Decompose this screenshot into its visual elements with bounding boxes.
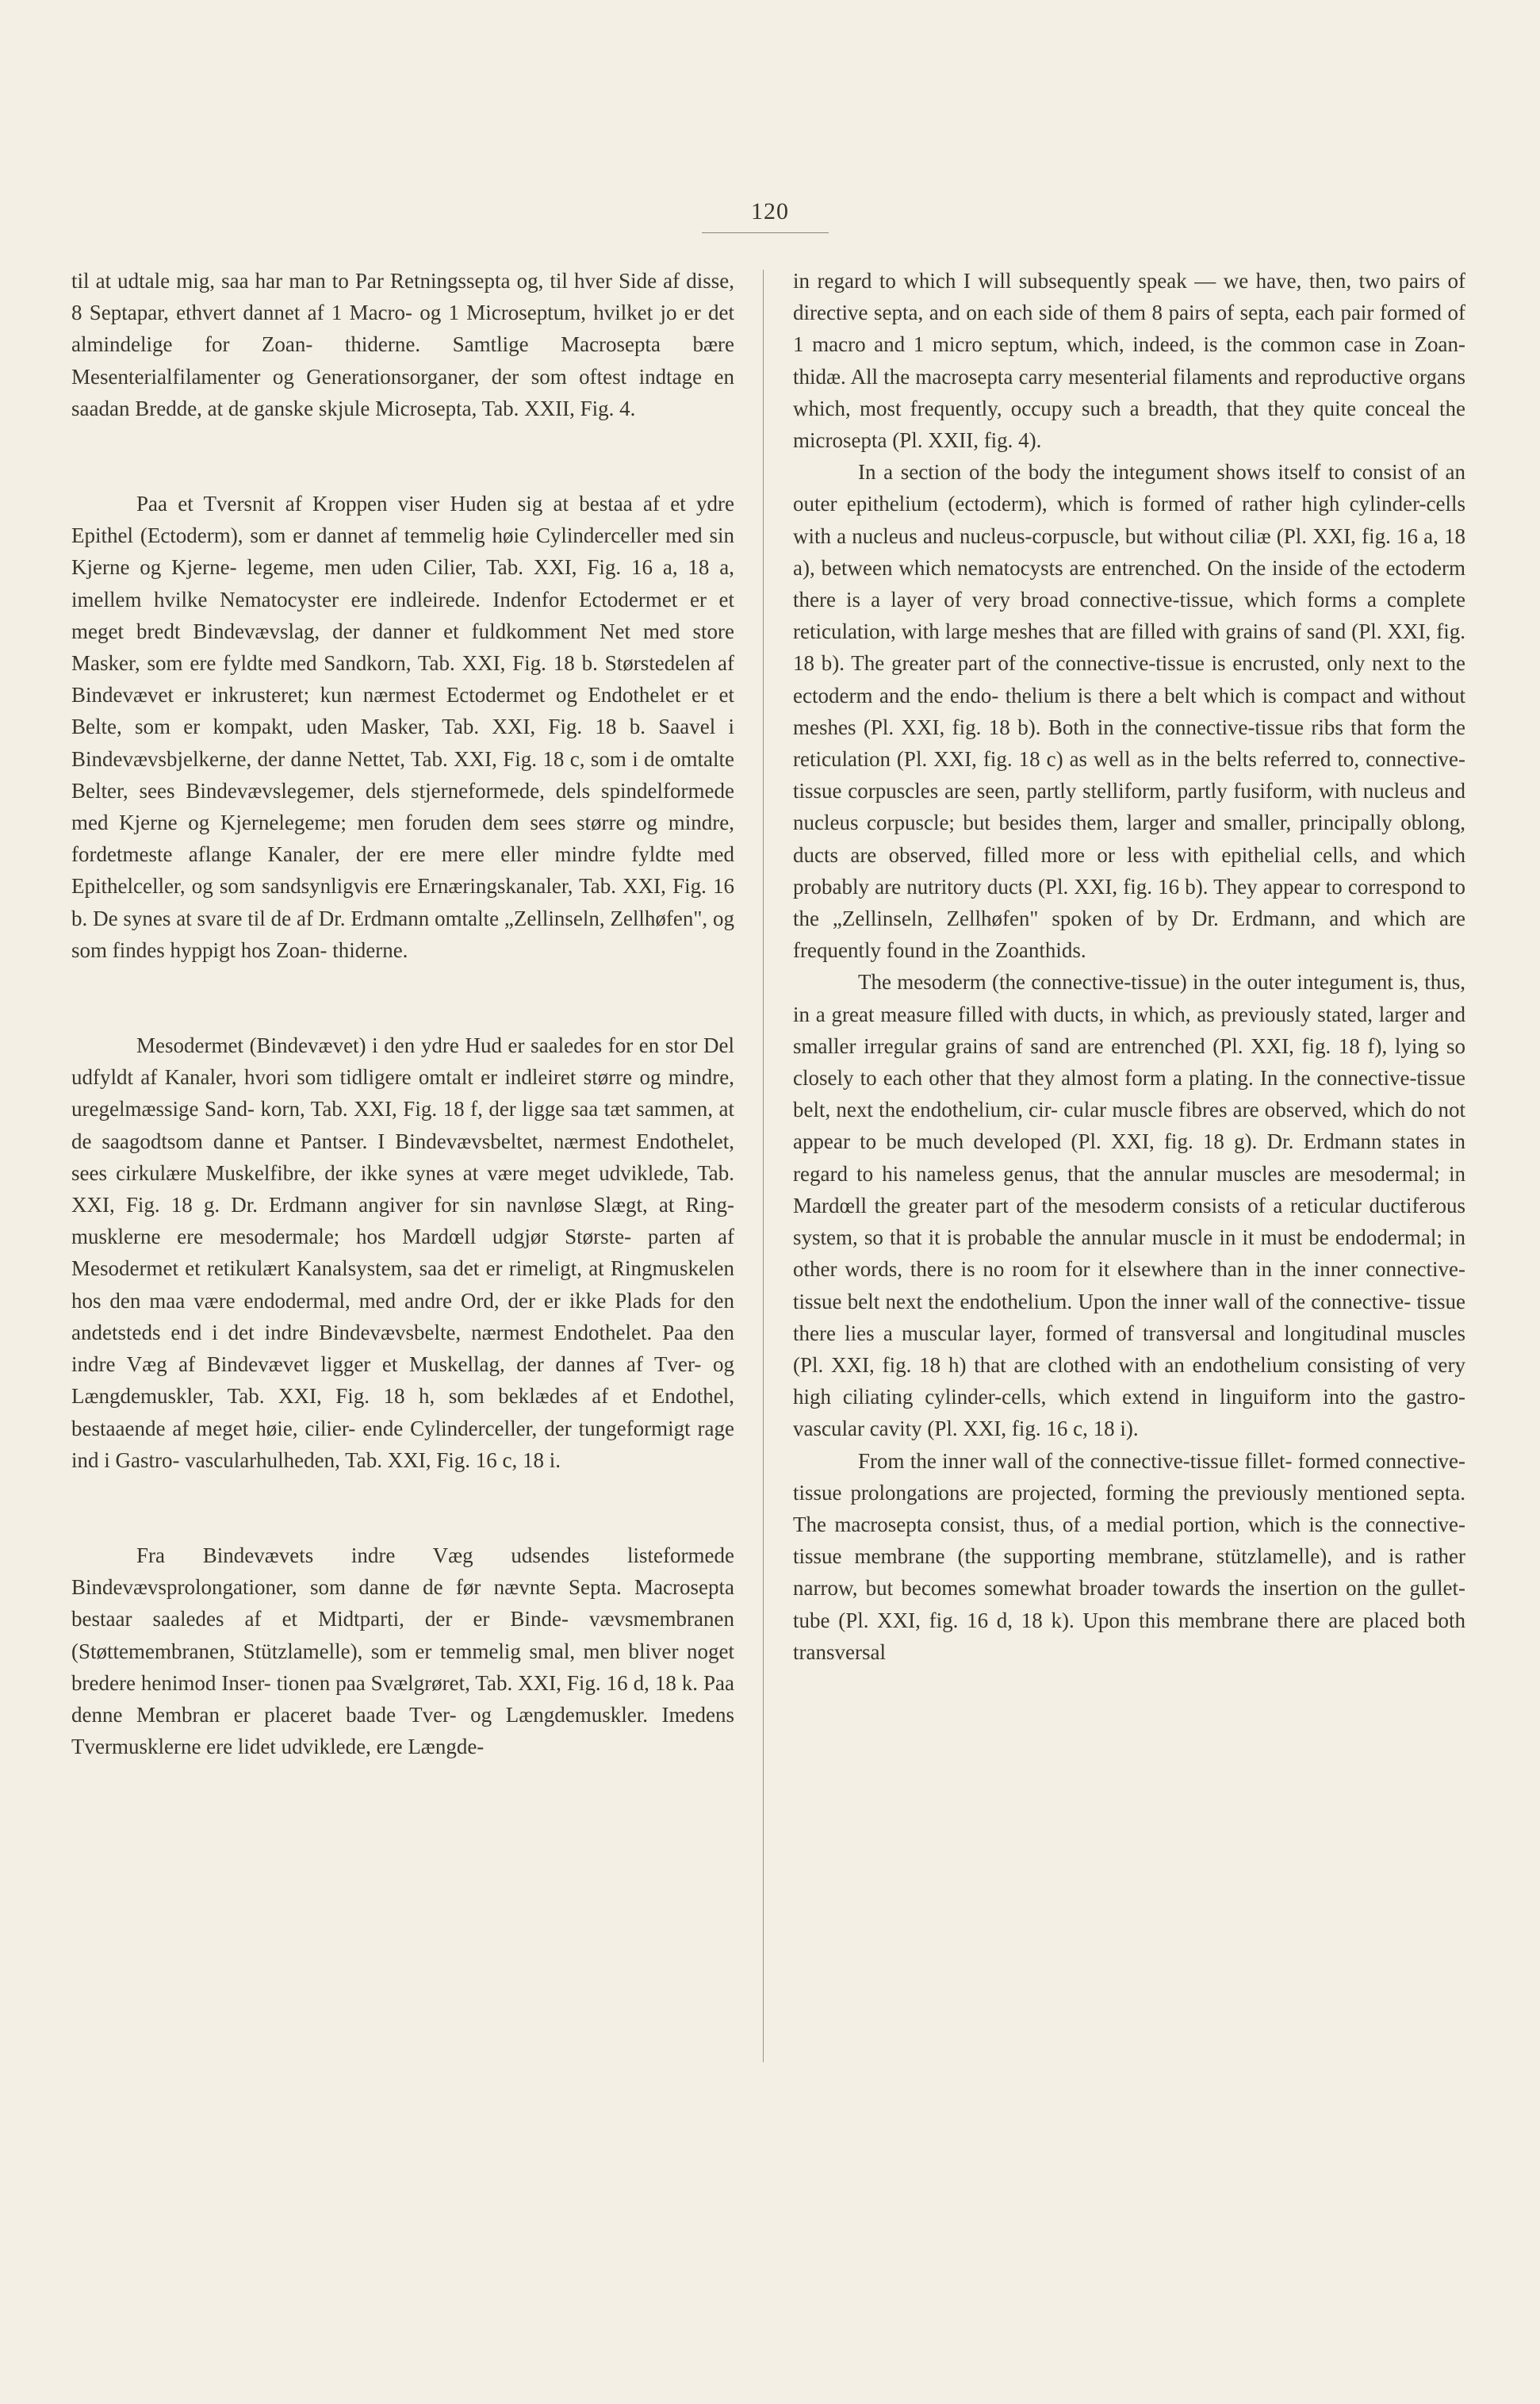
danish-paragraph-1: til at udtale mig, saa har man to Par Retningssepta og, til hver Side af disse, 8 Septapar, ethvert dannet af 1 Macro- og 1 Microseptum, hvilket jo er det almindelige for Zoan- thiderne. Samtlige Macrosepta bære Mesenterialfilamenter og Generationsorganer, der som oftest indtage en saadan Bredde, at de ganske skjule Microsepta, Tab. XXII, Fig. 4.: [71, 269, 734, 420]
english-paragraph-3: The mesoderm (the connective-tissue) in the outer integument is, thus, in a great measure filled with ducts, in which, as previously stated, larger and smaller irregular grains of sand are entrenched (Pl. XXI, fig. 18 f), lying so closely to each other that they almost form a plating. In the connective-tissue belt, next the endothelium, cir- cular muscle fibres are observed, which do not appear to be much developed (Pl. XXI, fig. 18 g). Dr. Erdmann states in regard to his nameless genus, that the annular muscles are mesodermal; in Mardœll the greater part of the mesoderm consists of a reticular ductiferous system, so that it is probable the annular muscle in it must be endodermal; in other words, there is no room for it elsewhere than in the inner connective-tissue belt next the endothelium. Upon the inner wall of the connective- tissue there lies a muscular layer, formed of transversal and longitudinal muscles (Pl. XXI, fig. 18 h) that are clothed with an endothelium consisting of very high ciliating cylinder-cells, which extend in linguiform into the gastro- vascular cavity (Pl. XXI, fig. 16 c, 18 i).: [793, 970, 1465, 1441]
page-number-rule: [702, 232, 829, 233]
danish-paragraph-4: Fra Bindevævets indre Væg udsendes listeformede Bindevævsprolongationer, som danne de før nævnte Septa. Macrosepta bestaar saaledes af et Midtparti, der er Binde- vævsmembranen (Støttemembranen, Stützlamelle), som er temmelig smal, men bliver noget bredere henimod Inser- tionen paa Svælgrøret, Tab. XXI, Fig. 16 d, 18 k. Paa denne Membran er placeret baade Tver- og Længdemuskler. Imedens Tvermusklerne ere lidet udviklede, ere Længde-: [71, 1543, 734, 1759]
danish-paragraph-2: Paa et Tversnit af Kroppen viser Huden sig at bestaa af et ydre Epithel (Ectoderm), som er dannet af temmelig høie Cylinderceller med sin Kjerne og Kjerne- legeme, men uden Cilier, Tab. XXI, Fig. 16 a, 18 a, imellem hvilke Nematocyster ere indleirede. Indenfor Ectodermet er et meget bredt Bindevævslag, der danner et fuldkomment Net med store Masker, som ere fyldte med Sandkorn, Tab. XXI, Fig. 18 b. Størstedelen af Bindevævet er inkrusteret; kun nærmest Ectodermet og Endothelet er et Belte, som er kompakt, uden Masker, Tab. XXI, Fig. 18 b. Saavel i Bindevævsbjelkerne, der danne Nettet, Tab. XXI, Fig. 18 c, som i de omtalte Belter, sees Bindevævslegemer, dels stjerneformede, dels spindelformede med Kjerne og Kjernelegeme; men foruden dem sees større og mindre, fordetmeste aflange Kanaler, der ere mere eller mindre fyldte med Epithelceller, og som sandsynligvis ere Ernæringskanaler, Tab. XXI, Fig. 16 b. De synes at svare til de af Dr. Erdmann omtalte „Zellinseln, Zellhøfen", og som findes hyppigt hos Zoan- thiderne.: [71, 492, 734, 962]
column-divider: [763, 270, 764, 2062]
english-paragraph-2: In a section of the body the integument shows itself to consist of an outer epithelium (ectoderm), which is formed of rather high cylinder-cells with a nucleus and nucleus-corpuscle, but without ciliæ (Pl. XXI, fig. 16 a, 18 a), between which nematocysts are entrenched. On the inside of the ectoderm there is a layer of very broad connective-tissue, which forms a complete reticulation, with large meshes that are filled with grains of sand (Pl. XXI, fig. 18 b). The greater part of the connective-tissue is encrusted, only next to the ectoderm and the endo- thelium is there a belt which is compact and without meshes (Pl. XXI, fig. 18 b). Both in the connective-tissue ribs that form the reticulation (Pl. XXI, fig. 18 c) as well as in the belts referred to, connective-tissue corpuscles are seen, partly stelliform, partly fusiform, with nucleus and nucleus corpuscle; but besides them, larger and smaller, principally oblong, ducts are observed, filled more or less with epithelial cells, and which probably are nutritory ducts (Pl. XXI, fig. 16 b). They appear to correspond to the „Zellinseln, Zellhøfen" spoken of by Dr. Erdmann, and which are frequently found in the Zoanthids.: [793, 460, 1465, 963]
danish-paragraph-3: Mesodermet (Bindevævet) i den ydre Hud er saaledes for en stor Del udfyldt af Kanaler, hvori som tidligere omtalt er indleiret større og mindre, uregelmæssige Sand- korn, Tab. XXI, Fig. 18 f, der ligge saa tæt sammen, at de saagodtsom danne et Pantser. I Bindevævsbeltet, nærmest Endothelet, sees cirkulære Muskelfibre, der ikke synes at være meget udviklede, Tab. XXI, Fig. 18 g. Dr. Erdmann angiver for sin navnløse Slægt, at Ring- musklerne ere mesodermale; hos Mardœll udgjør Største- parten af Mesodermet et retikulært Kanalsystem, saa det er rimeligt, at Ringmuskelen hos den maa være endodermal, med andre Ord, der er ikke Plads for den andetsteds end i det indre Bindevævsbelte, nærmest Endothelet. Paa den indre Væg af Bindevævet ligger et Muskellag, der dannes af Tver- og Længdemuskler, Tab. XXI, Fig. 18 h, som beklædes af et Endothel, bestaaende af meget høie, cilier- ende Cylinderceller, der tungeformigt rage ind i Gastro- vascularhulheden, Tab. XXI, Fig. 16 c, 18 i.: [71, 1033, 734, 1472]
english-paragraph-4: From the inner wall of the connective-tissue fillet- formed connective-tissue prolongations are projected, forming the previously mentioned septa. The macrosepta consist, thus, of a medial portion, which is the connective-tissue membrane (the supporting membrane, stützlamelle), and is rather narrow, but becomes somewhat broader towards the insertion on the gullet-tube (Pl. XXI, fig. 16 d, 18 k). Upon this membrane there are placed both transversal: [793, 1448, 1465, 1664]
danish-column: [71, 265, 734, 1762]
english-column: [793, 265, 1465, 1668]
english-paragraph-1: in regard to which I will subsequently speak — we have, then, two pairs of directive septa, and on each side of them 8 pairs of septa, each pair formed of 1 macro and 1 micro septum, which, indeed, is the common case in Zoan- thidæ. All the macrosepta carry mesenterial filaments and reproductive organs which, most frequently, occupy such a breadth, that they quite conceal the microsepta (Pl. XXII, fig. 4).: [793, 269, 1465, 453]
page-number: 120: [751, 198, 789, 224]
